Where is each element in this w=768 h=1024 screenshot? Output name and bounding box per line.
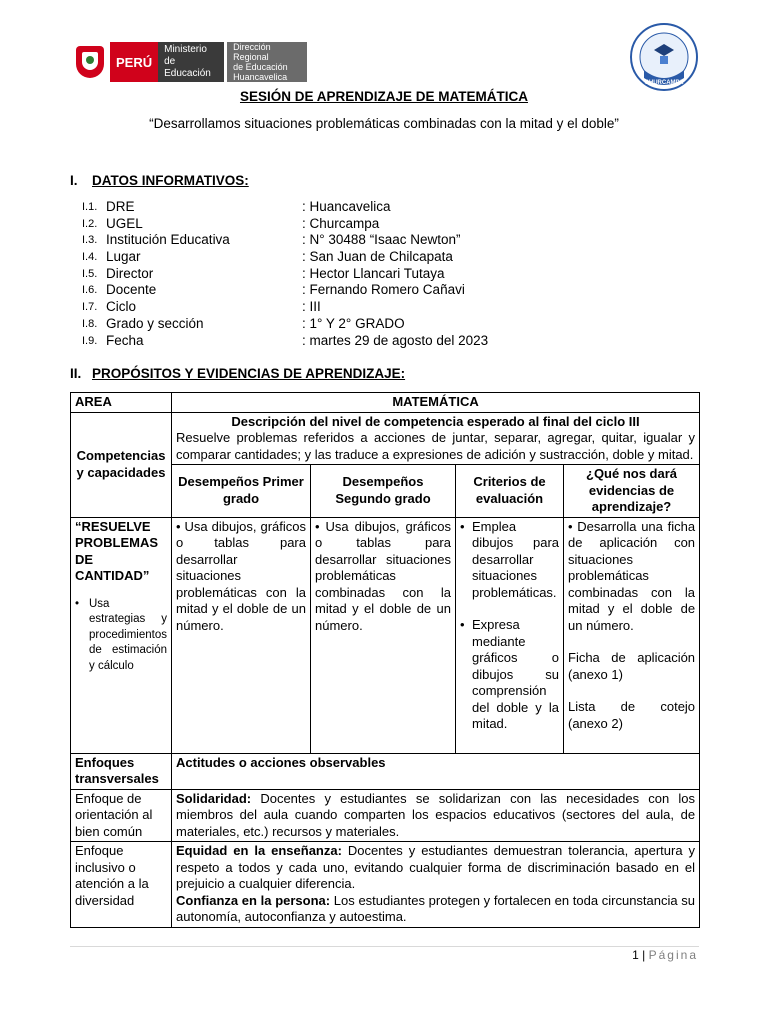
col-criterios: Criterios de evaluación: [456, 465, 564, 518]
ministry-logo: [70, 42, 307, 82]
criterios-cell: • Emplea dibujos para desarrollar situaciones problemáticas. • Expresa mediante gráficos o dibujos su comprensión del doble y la mitad.: [456, 517, 564, 753]
competencia-cell: “RESUELVE PROBLEMAS DE CANTIDAD” • Usa estrategias y procedimientos de estimación y cálculo: [71, 517, 172, 753]
purposes-table: [70, 392, 700, 928]
section-2-heading: II. PROPÓSITOS Y EVIDENCIAS DE APRENDIZAJE:: [70, 366, 406, 381]
svg-text:CHURCAMPA: CHURCAMPA: [644, 80, 684, 86]
enfoque-2-label: Enfoque inclusivo o atención a la diversidad: [71, 842, 172, 928]
competencias-label: Competencias y capacidades: [71, 412, 172, 517]
area-value: MATEMÁTICA: [172, 393, 700, 413]
bullet-icon: •: [460, 518, 465, 534]
desempeno-2-cell: • Usa dibujos, gráficos o tablas para desarrollar situaciones problemáticas combinadas con la mitad y el doble de un número.: [311, 517, 456, 753]
session-subtitle: “Desarrollamos situaciones problemáticas combinadas con la mitad y el doble”: [149, 116, 619, 131]
bullet-icon: •: [460, 617, 465, 632]
section-1-heading: I. DATOS INFORMATIVOS:: [70, 173, 249, 188]
peru-shield-icon: [70, 42, 110, 82]
col-evidencias: ¿Qué nos dará evidencias de aprendizaje?: [564, 465, 700, 518]
dre-box: Dirección Regional de Educación Huancavelica: [227, 42, 307, 82]
enfoque-1-text: Solidaridad: Docentes y estudiantes se solidarizan con las necesidades con los miembros del aula cuando comparten los espacios educativos (sectores del aula, de materiales, etc.) recursos y materiales.: [172, 789, 700, 842]
area-label: AREA: [71, 393, 172, 413]
nivel-cell: Descripción del nivel de competencia esperado al final del ciclo III Resuelve problemas referidos a acciones de juntar, separar, agregar, quitar, igualar y comparar cantidades; y las traduce a expresiones de adición y sustracción, doble y mitad.: [172, 412, 700, 465]
page-title: SESIÓN DE APRENDIZAJE DE MATEMÁTICA: [239, 89, 529, 104]
col-desempenos-2: Desempeños Segundo grado: [311, 465, 456, 518]
page-number: 1: [632, 948, 639, 962]
footer-divider: [70, 946, 699, 947]
actitudes-label: Actitudes o acciones observables: [172, 753, 700, 789]
ministerio-box: Ministerio de Educación: [158, 42, 224, 82]
col-desempenos-1: Desempeños Primer grado: [172, 465, 311, 518]
peru-label: PERÚ: [110, 42, 158, 82]
bullet-icon: •: [75, 597, 80, 610]
enfoque-1-label: Enfoque de orientación al bien común: [71, 789, 172, 842]
page-label: Página: [648, 948, 698, 962]
enfoque-2-text: Equidad en la enseñanza: Docentes y estudiantes demuestran tolerancia, apertura y respeto a todos y cada uno, evitando cualquier forma de discriminación basado en el prejuicio a cualquier diferencia. Confianza en la persona: Los estudiantes protegen y fortalecen en toda circunstancia su autonomía, autoconfianza y autoestima.: [172, 842, 700, 928]
page-footer: 1 | Página: [632, 948, 698, 962]
desempeno-1-cell: • Usa dibujos, gráficos o tablas para desarrollar situaciones problemáticas con la mitad y el doble de un número.: [172, 517, 311, 753]
enfoques-label: Enfoques transversales: [71, 753, 172, 789]
ugel-seal-icon: [626, 22, 702, 92]
evidencias-cell: • Desarrolla una ficha de aplicación con situaciones problemáticas combinadas con la mitad y el doble de un número. Ficha de aplicación (anexo 1) Lista de cotejo (anexo 2): [564, 517, 700, 753]
